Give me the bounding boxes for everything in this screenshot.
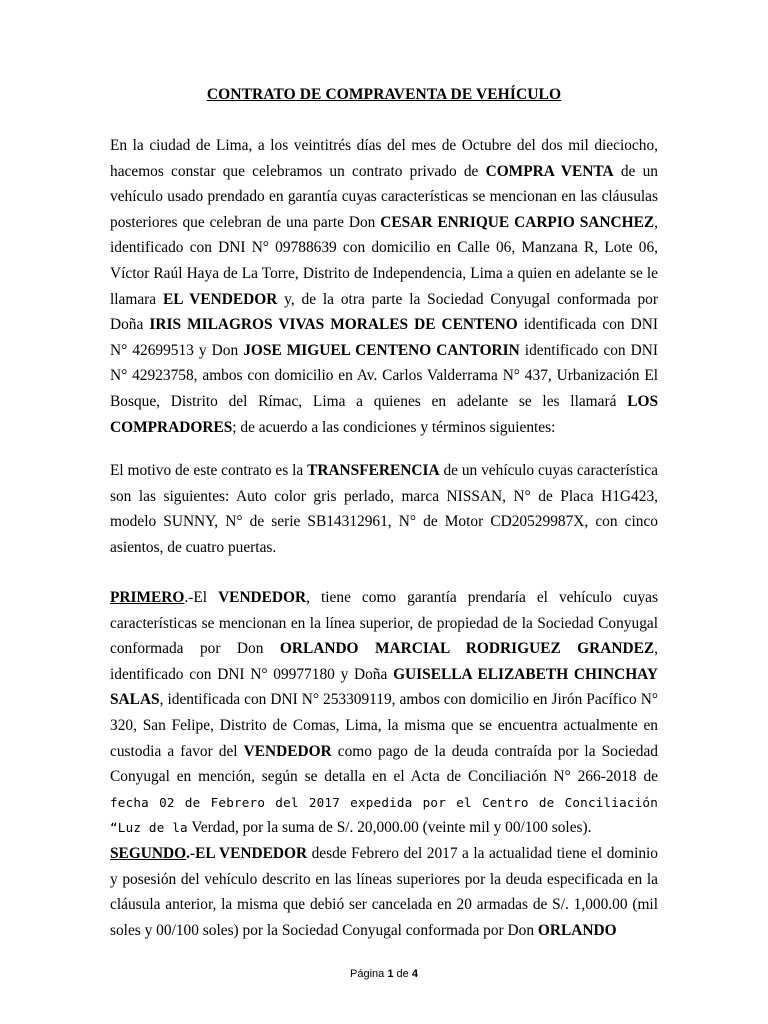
of-label: de: [396, 968, 409, 980]
bold-term: EL VENDEDOR: [195, 844, 308, 862]
bold-term: TRANSFERENCIA: [307, 462, 440, 479]
text-run: de un vehículo cuyas característica son las siguientes: Auto color gris perlado, marca NISSAN, N° de Placa H1G423, modelo SUNNY, N° de serie SB14312961, N° de Motor CD20529987X, con cinco asientos, de cuatro puertas.: [110, 462, 658, 556]
text-run: como pago de la deuda contraída por la Sociedad Conyugal en mención, según se detalla en el Acta de Conciliación N° 266-2018 de: [110, 742, 658, 786]
text-run: , tiene como garantía prendaría el vehículo cuyas características se mencionan en la línea superior, de propiedad de la Sociedad Conyugal conformada por Don: [110, 589, 658, 658]
text-run: , identificado con DNI N° 09977180 y Doña: [110, 640, 658, 683]
text-run: ; de acuerdo a las condiciones y términos siguientes:: [232, 418, 556, 436]
page-label: Página: [350, 968, 385, 980]
clause-primero: [110, 585, 658, 841]
page-number: 1: [387, 968, 394, 980]
text-run: de un vehículo usado prendado en garantía cuyas características se mencionan en las cláusulas posteriores que celebran de una parte Don: [110, 162, 658, 231]
clauses-section: [110, 585, 658, 943]
text-run: , identificada con DNI N° 253309119, ambos con domicilio en Jirón Pacífico N° 320, San Felipe, Distrito de Comas, Lima, la misma que se encuentra actualmente en custodia a favor del: [110, 691, 658, 760]
bold-term: VENDEDOR: [243, 742, 332, 760]
text-run: identificado con DNI N° 42923758, ambos con domicilio en Av. Carlos Valderrama N° 437, Urbanización El Bosque, Distrito del Rímac, Lima a quienes en adelante se les llamará: [110, 341, 658, 410]
bold-term: VENDEDOR: [218, 589, 307, 606]
text-run: .-El: [184, 589, 219, 606]
owner-name: ORLANDO MARCIAL RODRIGUEZ GRANDEZ: [279, 640, 655, 658]
text-run: , identificado con DNI N° 09788639 con domicilio en Calle 06, Manzana R, Lote 06, Víctor Raúl Haya de La Torre, Distrito de Independencia, Lima a quien en adelante se le llamara: [110, 213, 658, 308]
text-run: El motivo de este contrato es la: [110, 462, 308, 479]
vehicle-paragraph: [110, 458, 658, 560]
text-run: .-: [186, 844, 196, 862]
buyer-name: JOSE MIGUEL CENTENO CANTORIN: [243, 341, 520, 359]
intro-paragraph: [110, 133, 658, 440]
document-title: CONTRATO DE COMPRAVENTA DE VEHÍCULO: [206, 86, 562, 103]
page-footer: [0, 968, 768, 980]
bold-term: LOS COMPRADORES: [110, 392, 658, 436]
text-run: En la ciudad de Lima, a los veintitrés días del mes de Octubre del dos mil dieciocho, hacemos constar que celebramos un contrato privado de: [110, 137, 658, 180]
clause-heading: SEGUNDO: [110, 844, 187, 862]
bold-term: COMPRA VENTA: [485, 162, 614, 180]
seller-name: CESAR ENRIQUE CARPIO SANCHEZ: [380, 213, 655, 231]
clause-heading: PRIMERO: [110, 589, 185, 606]
owner-name: GUISELLA ELIZABETH CHINCHAY SALAS: [110, 665, 658, 709]
buyer-name: IRIS MILAGROS VIVAS MORALES DE CENTENO: [149, 316, 518, 334]
text-run: desde Febrero del 2017 a la actualidad tiene el dominio y posesión del vehículo descrito en las líneas superiores por la deuda especificada en la cláusula anterior, la misma que debió ser cancelada en 20 armadas de S/. 1,000.00 (mil soles y 00/100 soles) por la Sociedad Conyugal conformada por Don: [110, 844, 659, 939]
owner-name: ORLANDO: [537, 921, 617, 939]
text-run: Verdad, por la suma de S/. 20,000.00 (veinte mil y 00/100 soles).: [187, 819, 592, 837]
text-run: y, de la otra parte la Sociedad Conyugal conformada por Doña: [110, 290, 658, 334]
clause-segundo: [110, 841, 658, 943]
page-total: 4: [411, 968, 418, 980]
bold-term: EL VENDEDOR: [162, 290, 278, 308]
text-run: identificada con DNI N° 42699513 y Don: [110, 316, 658, 359]
mono-text-run: fecha 02 de Febrero del 2017 expedida por el Centro de Conciliación “Luz de la: [110, 794, 658, 836]
